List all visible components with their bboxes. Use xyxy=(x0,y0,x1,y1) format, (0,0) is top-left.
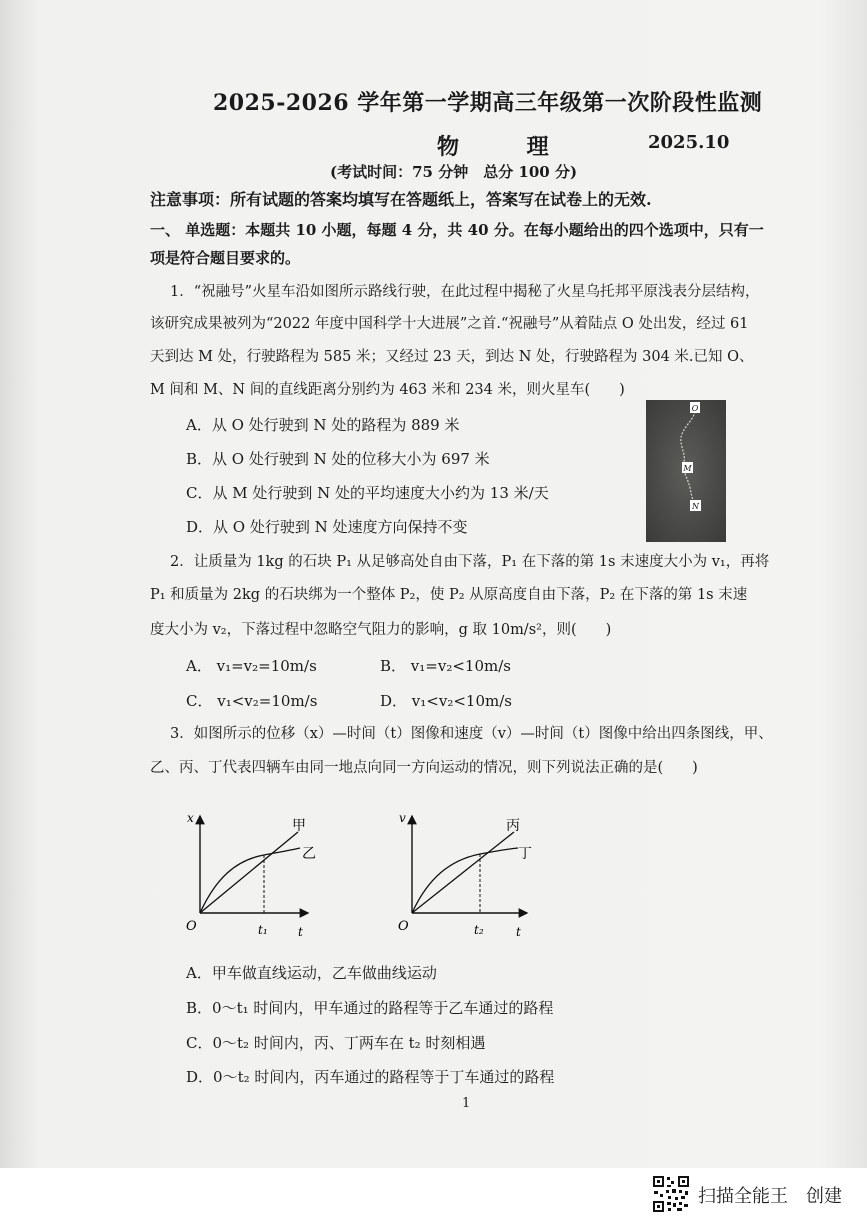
section-heading-line1: 一、 单选题：本题共 10 小题，每题 4 分，共 40 分。在每小题给出的四个选项中，只有一 xyxy=(150,221,764,239)
exam-date: 2025.10 xyxy=(648,132,730,153)
scanner-watermark: 扫描全能王 创建 xyxy=(698,1186,842,1207)
q1-option-d: D．从 O 处行驶到 N 处速度方向保持不变 xyxy=(186,518,468,536)
q2-option-a: A． v₁=v₂=10m/s xyxy=(186,657,317,675)
vt-y-label: v xyxy=(399,811,406,825)
q2-line-3: 度大小为 v₂，下落过程中忽略空气阻力的影响，g 取 10m/s²，则( ) xyxy=(150,622,612,638)
xt-x-label: t xyxy=(298,925,303,939)
q1-line-4: M 间和 M、N 间的直线距离分别约为 463 米和 234 米，则火星车( ) xyxy=(150,382,625,398)
q1-option-b: B．从 O 处行驶到 N 处的位移大小为 697 米 xyxy=(186,450,490,468)
xt-line-jia xyxy=(200,832,298,913)
subject-name: 物 理 xyxy=(437,134,579,160)
exam-info: (考试时间：75 分钟 总分 100 分) xyxy=(330,163,578,181)
vt-curve-ding xyxy=(412,848,518,913)
q3-option-d: D．0～t₂ 时间内，丙车通过的路程等于丁车通过的路程 xyxy=(186,1068,555,1086)
vt-label-bing: 丙 xyxy=(506,818,520,834)
q1-line-3: 天到达 M 处，行驶路程为 585 米；又经过 23 天，到达 N 处，行驶路程为 304 米.已知 O、 xyxy=(150,349,754,365)
qr-code-icon xyxy=(652,1175,690,1213)
q1-option-c: C．从 M 处行驶到 N 处的平均速度大小约为 13 米/天 xyxy=(186,484,549,502)
vt-graph xyxy=(392,808,542,943)
q2-line-1: 2．让质量为 1kg 的石块 P₁ 从足够高处自由下落，P₁ 在下落的第 1s 末速度大小为 v₁，再将 xyxy=(170,554,770,570)
vt-x-label: t xyxy=(516,925,521,939)
xt-label-jia: 甲 xyxy=(292,818,306,834)
map-label-o: O xyxy=(691,404,699,413)
xt-label-yi: 乙 xyxy=(302,846,316,862)
q3-option-a: A．甲车做直线运动，乙车做曲线运动 xyxy=(186,964,437,982)
q1-option-a: A．从 O 处行驶到 N 处的路程为 889 米 xyxy=(186,416,460,434)
q2-option-d: D． v₁<v₂<10m/s xyxy=(380,692,512,710)
xt-curve-yi xyxy=(200,848,300,913)
q2-option-b: B． v₁=v₂<10m/s xyxy=(380,657,511,675)
map-label-n: N xyxy=(692,502,699,511)
exam-title: 2025-2026 学年第一学期高三年级第一次阶段性监测 xyxy=(213,90,763,116)
map-label-m: M xyxy=(683,464,692,473)
q3-option-b: B．0～t₁ 时间内，甲车通过的路程等于乙车通过的路程 xyxy=(186,999,554,1017)
q3-line-1: 3．如图所示的位移（x）—时间（t）图像和速度（v）—时间（t）图像中给出四条图线，甲、 xyxy=(170,726,773,742)
q3-option-c: C．0～t₂ 时间内，丙、丁两车在 t₂ 时刻相遇 xyxy=(186,1034,486,1052)
notice: 注意事项：所有试题的答案均填写在答题纸上，答案写在试卷上的无效. xyxy=(150,190,652,209)
vt-tick-t2: t₂ xyxy=(474,923,484,937)
section-heading-line2: 项是符合题目要求的。 xyxy=(150,249,301,267)
vt-origin-label: O xyxy=(398,919,409,934)
q1-line-1: 1．“祝融号”火星车沿如图所示路线行驶，在此过程中揭秘了火星乌托邦平原浅表分层结构， xyxy=(170,284,760,300)
vt-label-ding: 丁 xyxy=(518,846,532,862)
q1-line-2: 该研究成果被列为“2022 年度中国科学十大进展”之首.“祝融号”从着陆点 O 处出发，经过 61 xyxy=(150,316,749,332)
mars-route-photo xyxy=(646,400,726,542)
xt-tick-t1: t₁ xyxy=(258,923,268,937)
q2-line-2: P₁ 和质量为 2kg 的石块绑为一个整体 P₂，使 P₂ 从原高度自由下落，P₂ 在下落的第 1s 末速 xyxy=(150,587,748,603)
xt-graph xyxy=(180,808,320,943)
q3-line-2: 乙、丙、丁代表四辆车由同一地点向同一方向运动的情况，则下列说法正确的是( ) xyxy=(150,760,698,776)
xt-origin-label: O xyxy=(186,919,197,934)
page-number: 1 xyxy=(462,1096,471,1111)
xt-y-label: x xyxy=(187,811,194,825)
q2-option-c: C． v₁<v₂=10m/s xyxy=(186,692,318,710)
vt-line-bing xyxy=(412,832,514,913)
